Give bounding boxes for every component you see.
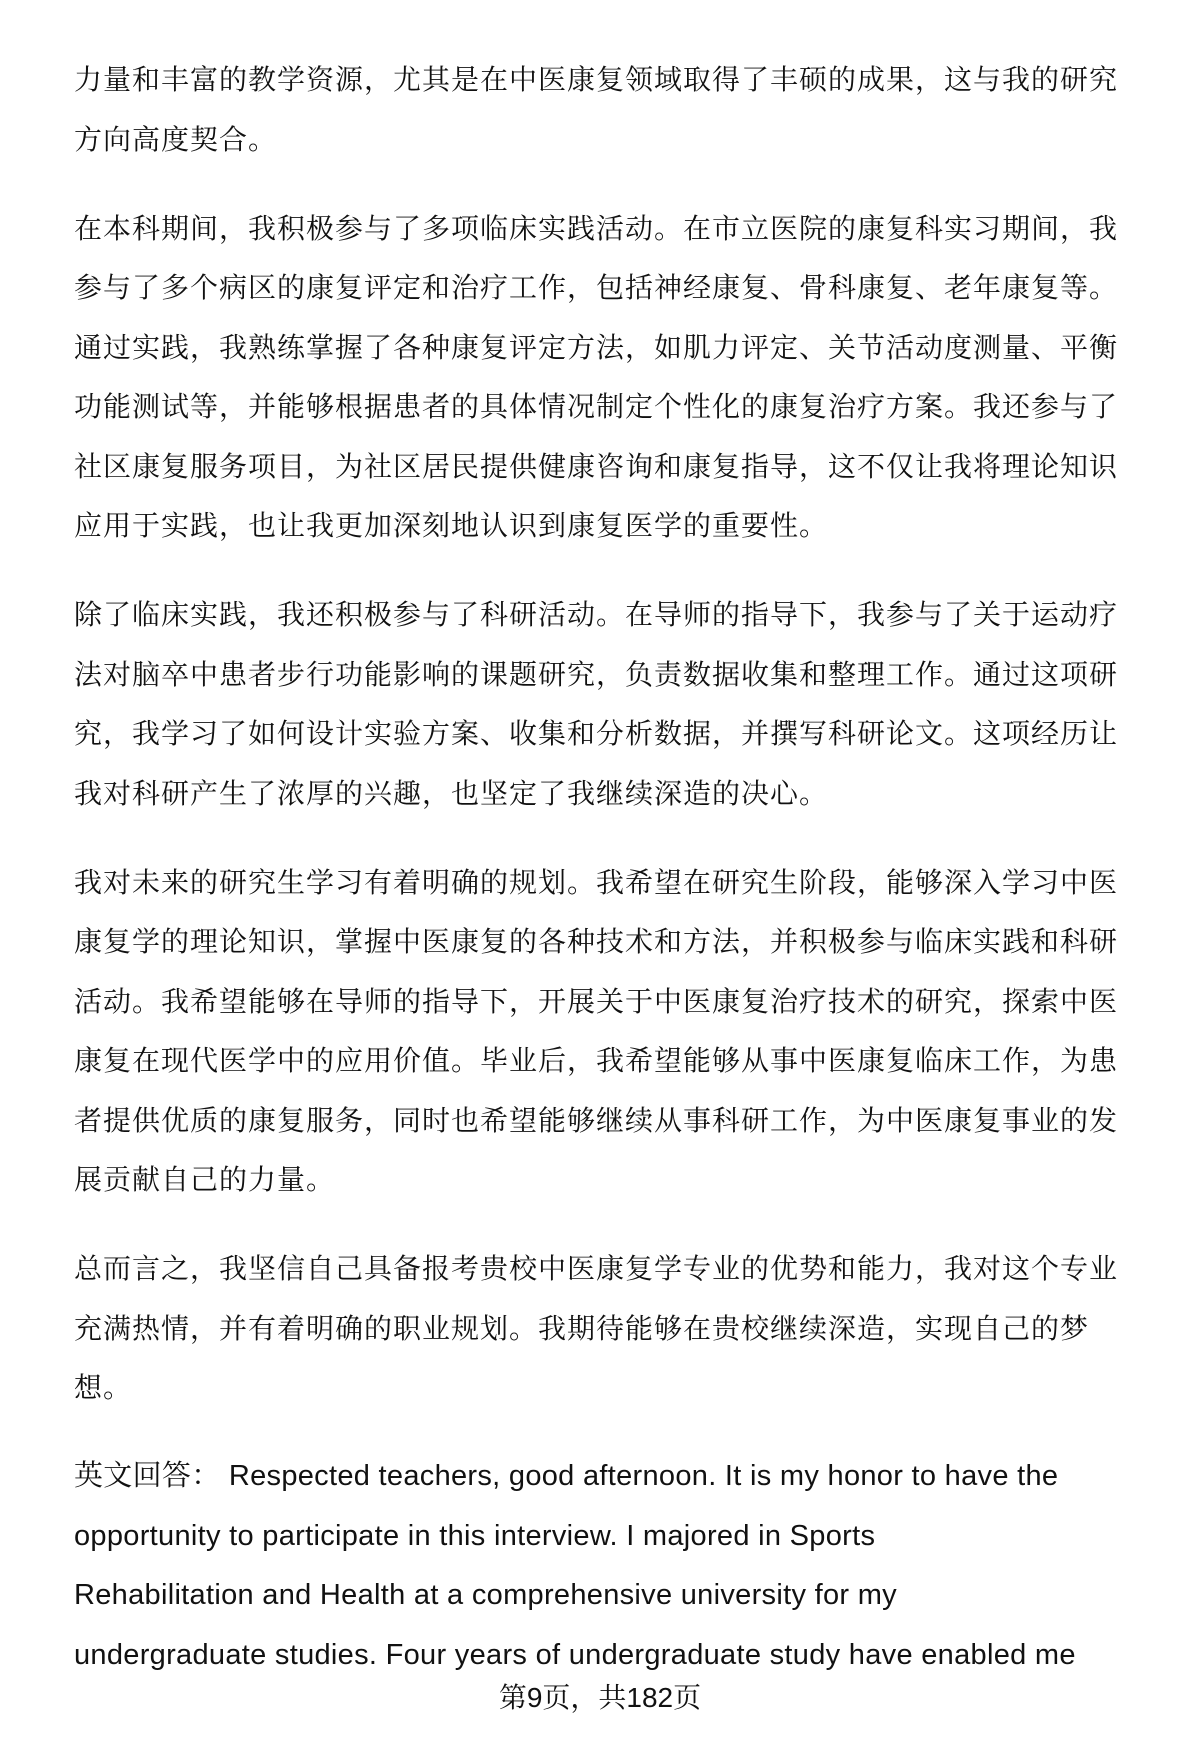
- text-line: 社区康复服务项目，为社区居民提供健康咨询和康复指导，这不仅让我将理论知识: [74, 449, 1119, 483]
- paragraph: [74, 199, 1154, 556]
- text-line: 应用于实践，也让我更加深刻地认识到康复医学的重要性。: [74, 509, 829, 542]
- text-line: 通过实践，我熟练掌握了各种康复评定方法，如肌力评定、关节活动度测量、平衡: [74, 330, 1119, 364]
- english-answer-paragraph: [74, 1447, 1154, 1685]
- page-number: 第9页，共182页: [498, 1682, 702, 1713]
- text-line: 除了临床实践，我还积极参与了科研活动。在导师的指导下，我参与了关于运动疗: [74, 598, 1119, 631]
- text-line: 康复学的理论知识，掌握中医康复的各种技术和方法，并积极参与临床实践和科研: [74, 925, 1119, 958]
- text-line: undergraduate studies. Four years of undergraduate study have enabled me: [74, 1638, 1076, 1671]
- text-line: opportunity to participate in this interview. I majored in Sports: [74, 1519, 876, 1552]
- paragraph: [74, 853, 1154, 1210]
- text-line: 力量和丰富的教学资源，尤其是在中医康复领域取得了丰硕的成果，这与我的研究: [74, 63, 1119, 96]
- text-line: 在本科期间，我积极参与了多项临床实践活动。在市立医院的康复科实习期间，我: [74, 211, 1119, 245]
- text-line: 展贡献自己的力量。: [74, 1163, 336, 1196]
- text-line: 总而言之，我坚信自己具备报考贵校中医康复学专业的优势和能力，我对这个专业: [74, 1252, 1119, 1285]
- paragraph: [74, 50, 1154, 169]
- document-body: [74, 50, 1154, 1715]
- text-line: 功能测试等，并能够根据患者的具体情况制定个性化的康复治疗方案。我还参与了: [74, 390, 1119, 423]
- text-line: 者提供优质的康复服务，同时也希望能够继续从事科研工作，为中医康复事业的发: [74, 1103, 1119, 1137]
- text-line: 我对科研产生了浓厚的兴趣，也坚定了我继续深造的决心。: [74, 776, 829, 810]
- paragraph: [74, 1239, 1154, 1418]
- text-line: 想。: [74, 1371, 133, 1404]
- paragraph: [74, 585, 1154, 823]
- text-line: Rehabilitation and Health at a comprehensive university for my: [74, 1579, 897, 1611]
- text-line: 法对脑卒中患者步行功能影响的课题研究，负责数据收集和整理工作。通过这项研: [74, 657, 1119, 691]
- text-line: 充满热情，并有着明确的职业规划。我期待能够在贵校继续深造，实现自己的梦: [74, 1311, 1090, 1345]
- text-line: 我对未来的研究生学习有着明确的规划。我希望在研究生阶段，能够深入学习中医: [74, 865, 1119, 899]
- text-line: 参与了多个病区的康复评定和治疗工作，包括神经康复、骨科康复、老年康复等。: [74, 271, 1119, 304]
- text-line: 活动。我希望能够在导师的指导下，开展关于中医康复治疗技术的研究，探索中医: [74, 984, 1119, 1018]
- text-line: 英文回答： Respected teachers, good afternoon. It is my honor to have the: [74, 1460, 1059, 1492]
- text-line: 方向高度契合。: [74, 122, 278, 156]
- text-line: 康复在现代医学中的应用价值。毕业后，我希望能够从事中医康复临床工作，为患: [74, 1044, 1119, 1077]
- text-line: 究，我学习了如何设计实验方案、收集和分析数据，并撰写科研论文。这项经历让: [74, 717, 1119, 750]
